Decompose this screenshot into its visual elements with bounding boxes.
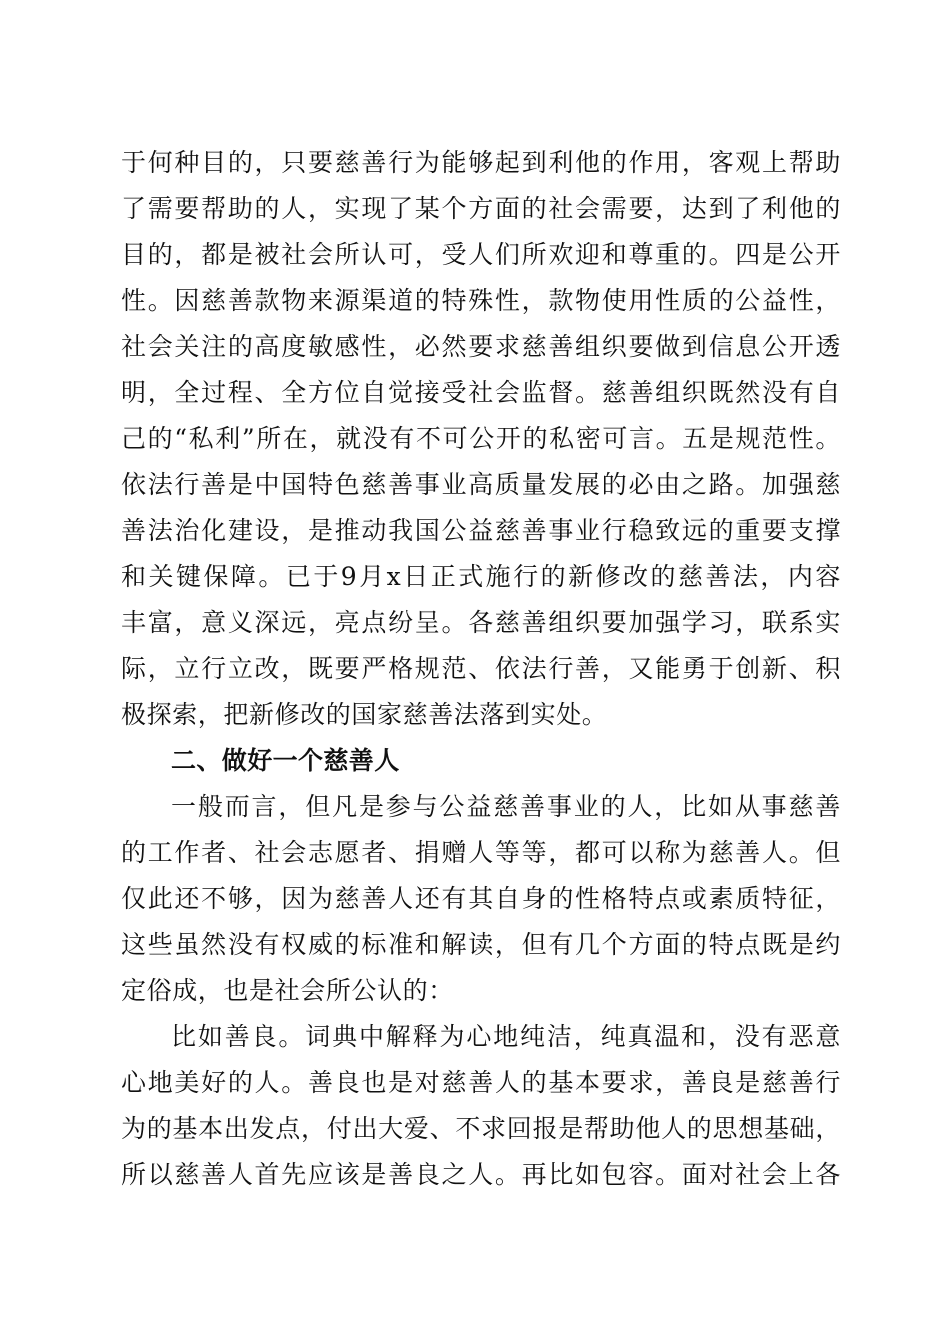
body-text-line: 善法治化建设，是推动我国公益慈善事业行稳致远的重要支撑	[121, 516, 841, 545]
body-text-line: 依法行善是中国特色慈善事业高质量发展的必由之路。加强慈	[121, 470, 841, 499]
body-text-line: 己的“私利”所在，就没有不可公开的私密可言。五是规范性。	[121, 424, 841, 453]
body-text-line: 际，立行立改，既要严格规范、依法行善，又能勇于创新、积	[121, 654, 841, 683]
body-text-line: 的工作者、社会志愿者、捐赠人等等，都可以称为慈善人。但	[121, 838, 841, 867]
body-text-line: 和关键保障。已于9月x日正式施行的新修改的慈善法，内容	[121, 562, 841, 591]
paragraph-first-line: 一般而言，但凡是参与公益慈善事业的人，比如从事慈善	[171, 792, 841, 821]
section-heading: 二、做好一个慈善人	[171, 746, 400, 775]
body-text-line: 丰富，意义深远，亮点纷呈。各慈善组织要加强学习，联系实	[121, 608, 841, 637]
body-text-line: 于何种目的，只要慈善行为能够起到利他的作用，客观上帮助	[121, 148, 841, 177]
paragraph-last-line: 定俗成，也是社会所公认的：	[121, 976, 454, 1005]
body-text-line: 所以慈善人首先应该是善良之人。再比如包容。面对社会上各	[121, 1160, 841, 1189]
body-text-line: 心地美好的人。善良也是对慈善人的基本要求，善良是慈善行	[121, 1068, 841, 1097]
body-text-line: 明，全过程、全方位自觉接受社会监督。慈善组织既然没有自	[121, 378, 841, 407]
paragraph-first-line: 比如善良。词典中解释为心地纯洁，纯真温和，没有恶意	[171, 1022, 841, 1051]
body-text-line: 仅此还不够，因为慈善人还有其自身的性格特点或素质特征，	[121, 884, 841, 913]
body-text-line: 了需要帮助的人，实现了某个方面的社会需要，达到了利他的	[121, 194, 841, 223]
paragraph-last-line: 极探索，把新修改的国家慈善法落到实处。	[121, 700, 608, 729]
body-text-line: 性。因慈善款物来源渠道的特殊性，款物使用性质的公益性，	[121, 286, 841, 315]
body-text-line: 目的，都是被社会所认可，受人们所欢迎和尊重的。四是公开	[121, 240, 841, 269]
body-text-line: 这些虽然没有权威的标准和解读，但有几个方面的特点既是约	[121, 930, 841, 959]
body-text-line: 为的基本出发点，付出大爱、不求回报是帮助他人的思想基础，	[121, 1114, 841, 1143]
body-text-line: 社会关注的高度敏感性，必然要求慈善组织要做到信息公开透	[121, 332, 841, 361]
